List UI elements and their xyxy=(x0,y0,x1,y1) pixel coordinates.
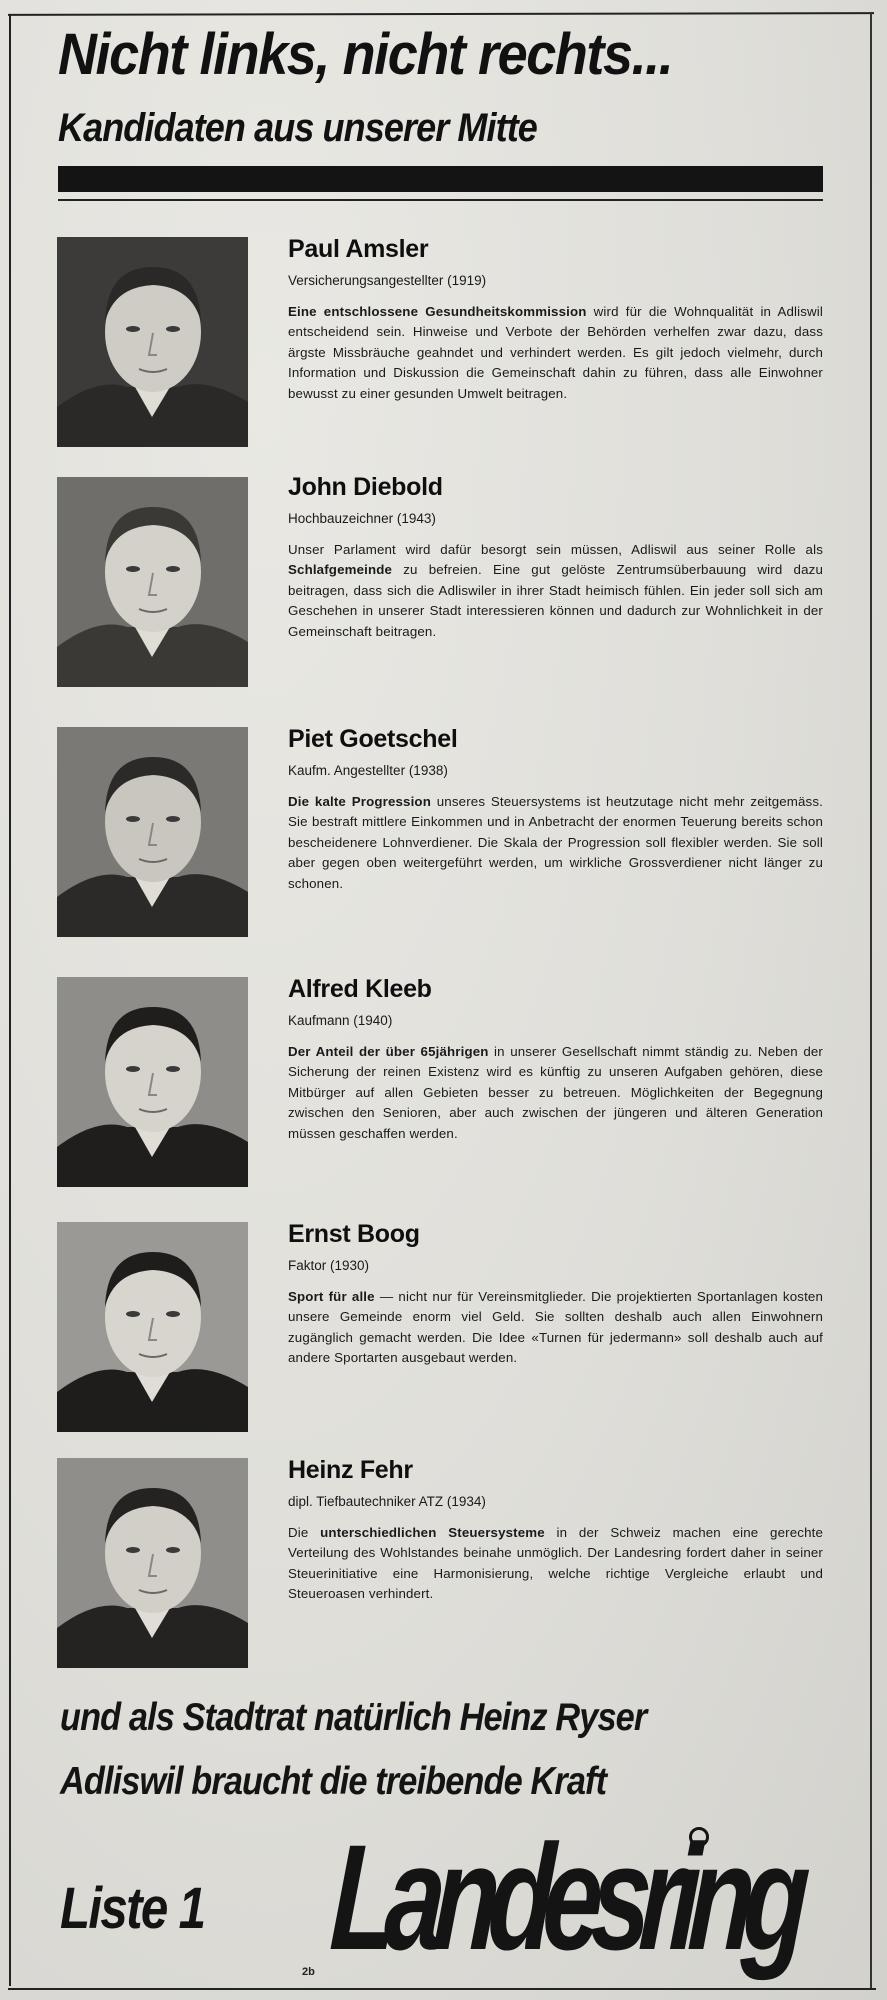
candidate-occupation: Versicherungsangestellter (1919) xyxy=(288,273,487,288)
statement-text-before: Die xyxy=(288,1524,321,1540)
logo-ring-dot-icon xyxy=(689,1827,709,1847)
candidate-name: Ernst Boog xyxy=(288,1220,420,1248)
candidate-text xyxy=(288,237,823,404)
candidate-occupation: dipl. Tiefbautechniker ATZ (1934) xyxy=(288,1494,486,1509)
candidate-portrait-photo xyxy=(57,237,248,447)
statement-emphasis: Die kalte Progression xyxy=(288,793,431,809)
candidate-portrait-photo xyxy=(57,477,248,687)
closing-line-slogan: Adliswil braucht die treibende Kraft xyxy=(60,1760,607,1803)
closing-line-stadtrat: und als Stadtrat natürlich Heinz Ryser xyxy=(60,1696,647,1739)
candidate-statement xyxy=(288,1042,823,1145)
candidate-name: Piet Goetschel xyxy=(288,725,458,753)
frame-border-left xyxy=(9,14,11,1986)
candidate-text xyxy=(288,1222,823,1369)
headline: Nicht links, nicht rechts... xyxy=(58,22,673,87)
candidate-statement xyxy=(288,302,823,405)
statement-text: unseres Steuersystems ist heutzutage nicht mehr zeitgemäss. Sie bestraft mittlere Einkommen und in Anbetracht der enormen Teuerung bereits schon bescheidenere Lohnverdiener. Die Skala der Progression soll flexibler werden. Sie soll aber gegen oben weitergeführt werden, um wirkliche Grossverdiener nicht länger zu schonen. xyxy=(288,793,824,891)
candidate-statement xyxy=(288,1523,823,1605)
candidate-occupation: Faktor (1930) xyxy=(288,1258,370,1273)
statement-text: — nicht nur für Vereinsmitglieder. Die projektierten Sportanlagen kosten unsere Gemeinde enorm viel Geld. Sie sollten deshalb auch allen Einwohnern zugänglich gemacht werden. Die Idee «Turnen für jedermann» soll deshalb auch auf andere Sportarten ausgebaut werden. xyxy=(288,1288,824,1365)
frame-border-bottom xyxy=(8,1988,876,1990)
statement-text: wird für die Wohnqualität in Adliswil entscheidend sein. Hinweise und Verbote der Behörden verhelfen zwar dazu, dass ärgste Missbräuche geahndet und verhindert werden. Es gilt jedoch vielmehr, durch Information und Diskussion die Gemeinschaft dahin zu führen, dass alle Einwohner bewusst zu einer gesunden Umwelt beitragen. xyxy=(288,303,824,401)
statement-emphasis: Schlafgemeinde xyxy=(288,562,393,577)
frame-border-right xyxy=(870,12,872,1988)
candidate-statement xyxy=(288,1287,823,1369)
candidate-occupation: Hochbauzeichner (1943) xyxy=(288,511,436,526)
candidate-name: Paul Amsler xyxy=(288,235,429,263)
statement-text: in unserer Gesellschaft nimmt ständig zu. Neben der Sicherung der reinen Existenz wird es künftig zu unseren Aufgaben gehören, diese Mitbürger auf allen Gebieten besser zu betreuen. Möglichkeiten der Begegnung zwischen den Senioren, aber auch zwischen der jüngeren und älteren Generation müssen geschaffen werden. xyxy=(288,1043,823,1141)
candidate-name: Heinz Fehr xyxy=(288,1456,413,1484)
portrait-icon xyxy=(57,237,248,447)
candidate-statement xyxy=(288,792,823,895)
portrait-icon xyxy=(57,477,248,687)
statement-emphasis: unterschiedlichen Steuersysteme xyxy=(320,1524,545,1540)
page-number: 2b xyxy=(302,1966,315,1978)
statement-text: in der Schweiz machen eine gerechte Verteilung des Wohlstandes beinahe unmöglich. Der Landesring fordert daher in seiner Steuerinitiative eine Harmonisierung, welche richtige Vergleiche erlaubt und Steueroasen verhindert. xyxy=(288,1524,824,1601)
candidate-occupation: Kaufmann (1940) xyxy=(288,1013,393,1028)
candidate-portrait-photo xyxy=(57,727,248,937)
party-logo-landesring: Landesring xyxy=(326,1813,803,1981)
statement-emphasis: Eine entschlossene Gesundheitskommission xyxy=(288,303,587,319)
statement-emphasis: Sport für alle xyxy=(288,1288,375,1304)
candidate-name: John Diebold xyxy=(288,473,443,501)
candidate-text xyxy=(288,475,823,642)
candidate-portrait-photo xyxy=(57,977,248,1187)
subheadline: Kandidaten aus unserer Mitte xyxy=(58,106,537,150)
header-black-bar xyxy=(58,166,823,192)
candidate-occupation: Kaufm. Angestellter (1938) xyxy=(288,763,448,778)
portrait-icon xyxy=(57,727,248,937)
list-number-label: Liste 1 xyxy=(60,1876,205,1941)
candidate-portrait-photo xyxy=(57,1222,248,1432)
candidate-text xyxy=(288,727,823,894)
header-rule xyxy=(58,199,823,201)
candidate-text xyxy=(288,977,823,1144)
candidate-name: Alfred Kleeb xyxy=(288,975,432,1003)
portrait-icon xyxy=(57,1458,248,1668)
portrait-icon xyxy=(57,977,248,1187)
portrait-icon xyxy=(57,1222,248,1432)
statement-text: zu befreien. Eine gut gelöste Zentrumsüberbauung wird dazu beitragen, dass sich die Adliswiler in ihrer Stadt heimisch fühlen. Ein jeder soll sich am Geschehen in unserer Stadt interessieren können und dadurch zur Wohnlichkeit in der Gemeinschaft beitragen. xyxy=(288,562,823,639)
statement-text-before: Unser Parlament wird dafür besorgt sein müssen, Adliswil aus seiner Rolle als xyxy=(288,541,823,557)
candidate-portrait-photo xyxy=(57,1458,248,1668)
candidate-text xyxy=(288,1458,823,1605)
candidate-statement xyxy=(288,540,823,643)
statement-emphasis: Der Anteil der über 65jährigen xyxy=(288,1043,489,1059)
